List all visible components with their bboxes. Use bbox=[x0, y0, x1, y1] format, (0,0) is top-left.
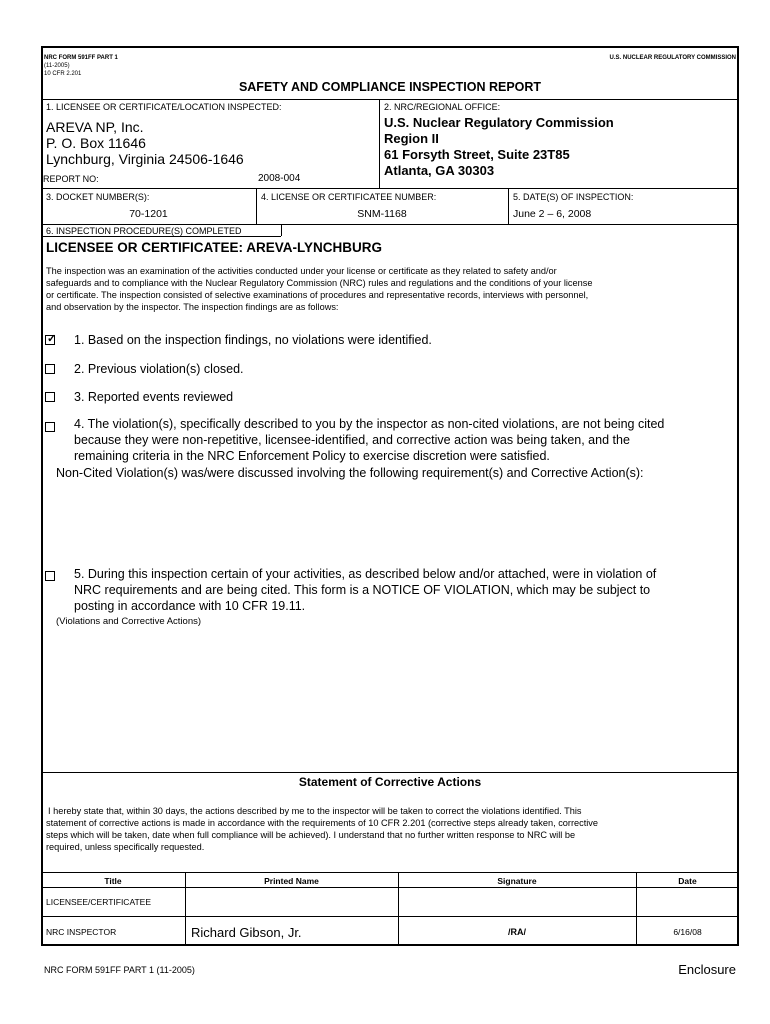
nrc-city: Atlanta, GA 30303 bbox=[384, 163, 495, 178]
licensee-po-box: P. O. Box 11646 bbox=[46, 135, 146, 151]
statement-heading: Statement of Corrective Actions bbox=[298, 775, 482, 789]
item3-checkbox[interactable] bbox=[45, 392, 55, 402]
item5-sub-label: (Violations and Corrective Actions) bbox=[56, 616, 202, 627]
statement-line-2: statement of corrective actions is made in accordance with the requirements of 10 CFR 2.201 (corrective steps already taken, corrective bbox=[46, 818, 599, 828]
intro-line-4: and observation by the inspector. The inspection findings are as follows: bbox=[46, 302, 339, 312]
docket-number: 70-1201 bbox=[129, 208, 168, 220]
form-id: NRC FORM 591FF PART 1 bbox=[44, 55, 118, 61]
intro-line-1: The inspection was an examination of the activities conducted under your license or certificate as they related to safety and/or bbox=[46, 266, 557, 276]
form-date: (11-2005) bbox=[44, 63, 70, 69]
inspection-dates: June 2 – 6, 2008 bbox=[513, 208, 592, 220]
item5-line-3: posting in accordance with 10 CFR 19.11. bbox=[74, 599, 306, 613]
item1-text: 1. Based on the inspection findings, no violations were identified. bbox=[74, 333, 432, 347]
nrc-street: 61 Forsyth Street, Suite 23T85 bbox=[384, 147, 570, 162]
item4-line-2: because they were non-repetitive, licensee-identified, and corrective action was being taken, and the bbox=[74, 433, 630, 447]
row-inspector-title: NRC INSPECTOR bbox=[46, 927, 117, 937]
cfr-reference: 10 CFR 2.201 bbox=[44, 71, 82, 77]
licensee-heading: LICENSEE OR CERTIFICATEE: AREVA-LYNCHBURG bbox=[46, 240, 383, 255]
checkmark-icon: ✓ bbox=[47, 333, 57, 345]
statement-line-4: required, unless specifically requested. bbox=[46, 842, 205, 852]
intro-line-3: or certificate. The inspection consisted of selective examinations of procedures and representative records, interviews with personnel, bbox=[46, 290, 589, 300]
row-inspector-date: 6/16/08 bbox=[673, 927, 702, 937]
report-no-value: 2008-004 bbox=[258, 173, 301, 184]
section1-label: 1. LICENSEE OR CERTIFICATE/LOCATION INSPECTED: bbox=[46, 102, 282, 112]
statement-line-3: steps which will be taken, date when full compliance will be achieved). I understand that no further written response to NRC will be bbox=[46, 830, 576, 840]
item5-line-2: NRC requirements and are being cited. This form is a NOTICE OF VIOLATION, which may be subject to bbox=[74, 583, 651, 597]
license-number: SNM-1168 bbox=[357, 208, 407, 220]
item4-ncv-text: Non-Cited Violation(s) was/were discussed involving the following requirement(s) and Corrective Action(s): bbox=[56, 466, 644, 480]
report-no-label: REPORT NO: bbox=[43, 174, 99, 184]
licensee-name: AREVA NP, Inc. bbox=[46, 119, 144, 135]
item2-text: 2. Previous violation(s) closed. bbox=[74, 362, 244, 376]
footer-form-id: NRC FORM 591FF PART 1 (11-2005) bbox=[44, 965, 195, 975]
section3-label: 3. DOCKET NUMBER(S): bbox=[46, 192, 150, 202]
col-header-date: Date bbox=[678, 876, 697, 886]
item5-line-1: 5. During this inspection certain of your activities, as described below and/or attached, were in violation of bbox=[74, 567, 657, 581]
item4-line-1: 4. The violation(s), specifically described to you by the inspector as non-cited violations, are not being cited bbox=[74, 417, 665, 431]
section5-label: 5. DATE(S) OF INSPECTION: bbox=[513, 192, 634, 202]
nrc-region: Region II bbox=[384, 131, 439, 146]
statement-line-1: I hereby state that, within 30 days, the actions described by me to the inspector will be taken to correct the violations identified. This bbox=[48, 806, 582, 816]
section4-label: 4. LICENSE OR CERTIFICATEE NUMBER: bbox=[261, 192, 437, 202]
item3-text: 3. Reported events reviewed bbox=[74, 390, 234, 404]
section2-label: 2. NRC/REGIONAL OFFICE: bbox=[384, 102, 501, 112]
agency-name: U.S. NUCLEAR REGULATORY COMMISSION bbox=[609, 55, 736, 61]
row-inspector-signature: /RA/ bbox=[508, 927, 526, 937]
nrc-office-name: U.S. Nuclear Regulatory Commission bbox=[384, 115, 614, 130]
item5-checkbox[interactable] bbox=[45, 571, 55, 581]
item1-checkbox[interactable] bbox=[45, 335, 55, 345]
col-header-printed-name: Printed Name bbox=[264, 876, 319, 886]
item4-checkbox[interactable] bbox=[45, 422, 55, 432]
enclosure-label: Enclosure bbox=[678, 962, 736, 977]
row-inspector-name: Richard Gibson, Jr. bbox=[191, 925, 302, 940]
licensee-city: Lynchburg, Virginia 24506-1646 bbox=[46, 151, 244, 167]
col-header-title: Title bbox=[104, 876, 122, 886]
report-title: SAFETY AND COMPLIANCE INSPECTION REPORT bbox=[238, 80, 542, 94]
section6-label: 6. INSPECTION PROCEDURE(S) COMPLETED bbox=[46, 226, 242, 236]
item2-checkbox[interactable] bbox=[45, 364, 55, 374]
col-header-signature: Signature bbox=[497, 876, 537, 886]
item4-line-3: remaining criteria in the NRC Enforcement Policy to exercise discretion were satisfied. bbox=[74, 449, 550, 463]
intro-line-2: safeguards and to compliance with the Nuclear Regulatory Commission (NRC) rules and regulations and the conditions of your license bbox=[46, 278, 593, 288]
row-licensee-title: LICENSEE/CERTIFICATEE bbox=[46, 897, 152, 907]
